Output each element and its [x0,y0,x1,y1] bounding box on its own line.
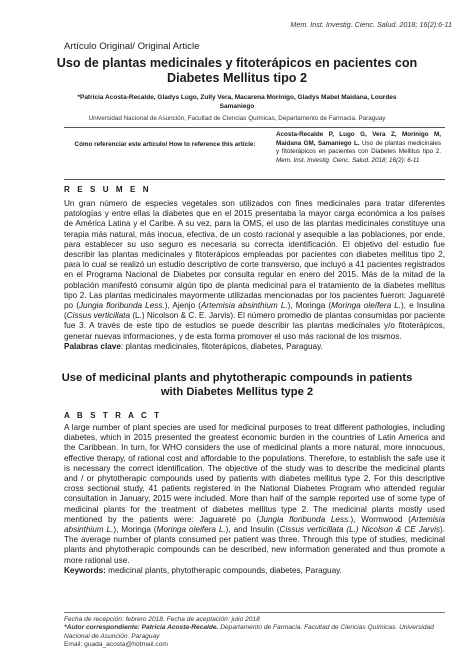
citation-bottom-rule [64,179,445,180]
resumen-paragraph: Un gran número de especies vegetales son utilizados con fines medicinales para tratar diferentes patologías y entre ellas la diabetes que en el 2015 presentaba la mayor carga económica a los países de América Latina y el Caribe. A su vez, para la OMS, el uso de las plantas medicinales constituye una terapia más natural, más inocua, efectiva, de un costo racional y asequible a las poblaciones, por ende, para establecer su uso seguro es necesaria su correcta identificación. El objetivo del estudio fue describir las plantas medicinales y fitoterápicos empleadas por pacientes con diabetes mellitus tipo 2, para lo cual se realizó un estudio descriptivo de corte transverso, que incluyó a 41 pacientes registrados en el Programa Nacional de Diabetes por consulta regular en enero del 2015. Más de la mitad de la población manifestó consumir algún tipo de planta medicinal para el tratamiento de la diabetes mellitus tipo 2. Las plantas medicinales mayormente utilizadas mencionadas por los pacientes fueron: Jaguareté po (Jungia floribunda Less.), Ajenjo (Artemisia absinthium L.), Moringa (Moringa oleífera L.), e Insulina (Cissus verticillata (L.) Nicolson & C. E. Jarvis). El número promedio de plantas consumidas por paciente fue 3. A través de este tipo de estudios se puede describir las plantas medicinales y/o fitoterápicos, generar nuevas informaciones, y de esta forma promover el uso más racional de los mismos. [64,199,445,341]
species-name: Cissus verticillata [66,311,131,321]
species-name: Moringa oleífera L. [331,301,402,311]
citation-label: Cómo referenciar este artículo/ How to reference this article: [74,141,256,148]
resumen-body [64,199,445,352]
abstract-keywords: Keywords: medicinal plants, phytotherapic compounds, diabetes, Paraguay. [64,565,342,575]
abstract-paragraph: A large number of plant species are used for medicinal purposes to treat different pathologies, including diabetes, which in 2015 presented the greatest economic burden in the countries of Latin America and the Caribbean. In turn, for WHO considers the use of medicinal plants a more natural, more innocuous, effective therapy, of rational cost and affordable to the populations. Therefore, to establish the safe use it is necessary the correct identification. The objective of the study was to describe the medicinal plants and / or phytotherapic compounds used by patients with diabetes mellitus type 2. For this descriptive cross sectional study, 41 patients registered in the National Diabetes Program who attended regular consultation in January, 2015 were included. More than half of the sample reported use of some type of medicinal plants for the treatment of diabetes mellitus type 2. The medicinal plants mostly used mentioned by the patients were: Jaguareté po (Jungia floribunda Less.), Wormwood (Artemisia absinthium L.), Moringa (Moringa oleifera L.), and Insulin (Cissus verticillata (L.) Nicolson & CE Jarvis). The average number of plants consumed per patient was three. Through this type of studies, medicinal plants and phytotherapic compounds can be described, new information generated and thus promote a more rational use. [64,423,446,565]
received-dates: Fecha de recepción: febrero 2018. Fecha de aceptación: julio 2018 [64,616,260,623]
email: Email: guada_acosta@hotmail.com [64,641,168,649]
abstract-body [64,423,445,576]
species-name: Moringa oleifera L. [156,525,226,535]
species-name: Jungia floribunda Less. [78,301,165,311]
resumen-keywords: Palabras clave: plantas medicinales, fitoterápicos, diabetes, Paraguay. [64,341,323,351]
species-name: Cissus verticillata (L.) Nicolson & CE Jarvis [279,525,440,535]
abstract-heading: A B S T R A C T [64,411,162,420]
resumen-heading: R E S U M E N [64,185,152,194]
footer [64,616,445,650]
corresponding-author: *Autor correspondiente: Patricia Acosta-Recalde. Departamento de Farmacia. Facultad de Ciencias Químicas. Universidad Nacional de Asunción. Paraguay [64,624,434,640]
title-english: Use of medicinal plants and phytotherapic compounds in patients with Diabetes Mellitus type 2 [61,372,413,398]
citation-top-rule [64,127,445,128]
journal-header: Mem. Inst. Investig. Cienc. Salud. 2018; 16(2):6-11 [290,20,452,29]
affiliation: Universidad Nacional de Asunción, Facultad de Ciencias Químicas, Departamento de Farmacia. Paraguay [88,115,386,122]
citation-text [276,131,441,165]
citation-title: Uso de plantas medicinales y fitoterápicos en pacientes con Diabetes Mellitus tipo 2. [276,139,441,155]
footer-rule [64,612,445,613]
title-spanish: Uso de plantas medicinales y fitoterápicos en pacientes con Diabetes Mellitus tipo 2 [56,56,418,85]
author-list: *Patricia Acosta-Recalde, Gladys Lugo, Zully Vera, Macarena Morinigo, Gladys Mabel Maidana, Lourdes Samaniego [77,94,397,110]
citation-source: Mem. Inst. Investig. Cienc. Salud. 2018; 16(2): 6-11 [276,156,420,164]
article-type: Artículo Original/ Original Article [64,41,200,52]
species-name: Artemisia absinthium L. [200,301,288,311]
citation-authors: Acosta-Recalde P, Lugo G, Vera Z, Morinigo M, Maidana GM, Samaniego L. [276,131,441,147]
species-name: Artemisia absinthium L. [64,514,445,535]
species-name: Jungia floribunda Less. [259,514,351,524]
